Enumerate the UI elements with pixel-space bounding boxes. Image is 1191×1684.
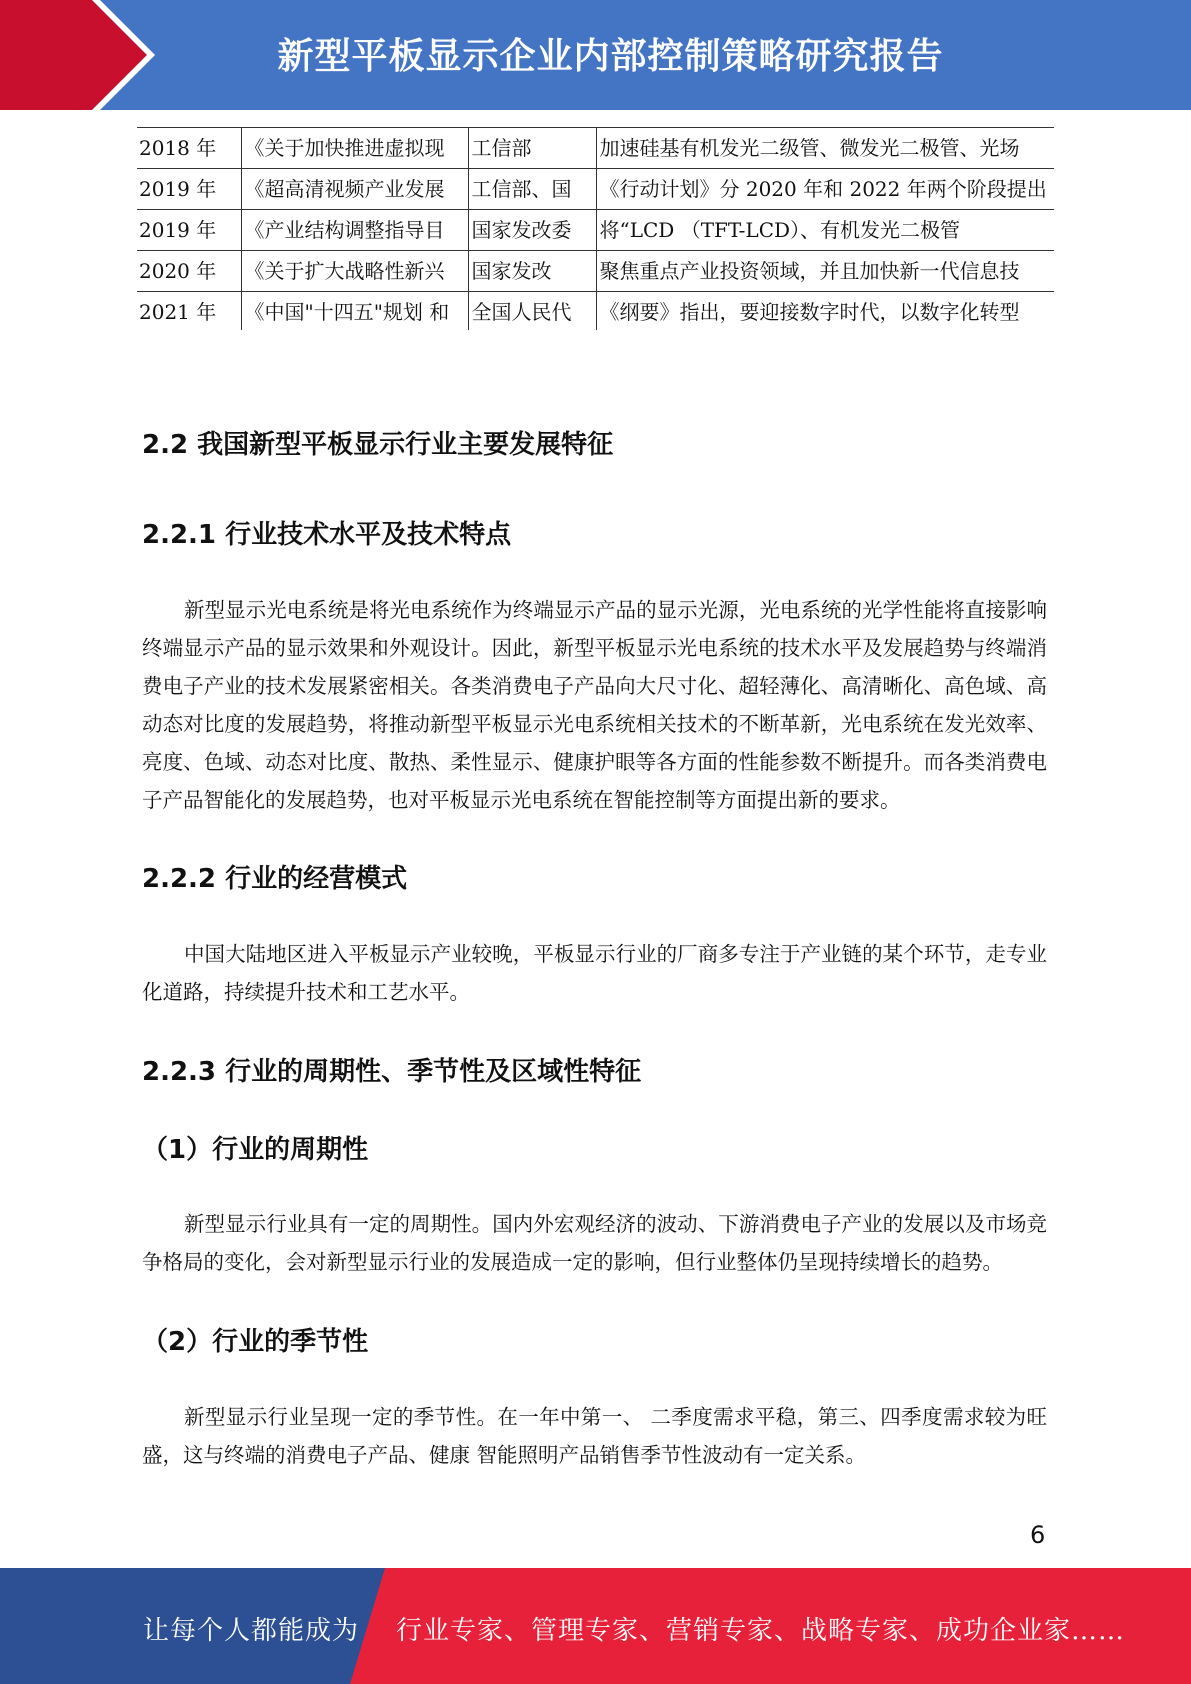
table-cell-dept: 国家发改	[468, 251, 596, 292]
subheading-cyclicality: （1）行业的周期性	[142, 1135, 369, 1165]
table-cell-dept: 工信部	[468, 128, 596, 169]
page-number: 6	[1030, 1521, 1046, 1549]
table-cell-content: 将“LCD （TFT-LCD）、有机发光二极管	[596, 210, 1054, 251]
table-row	[137, 128, 1054, 169]
table-row	[137, 169, 1054, 210]
subheading-seasonality: （2）行业的季节性	[142, 1327, 369, 1357]
table-cell-year: 2019 年	[137, 210, 241, 251]
table-cell-content: 聚焦重点产业投资领域，并且加快新一代信息技	[596, 251, 1054, 292]
section-heading-2-2: 2.2 我国新型平板显示行业主要发展特征	[142, 430, 614, 460]
table-cell-policy: 《中国"十四五"规划 和	[241, 292, 468, 331]
table-cell-year: 2019 年	[137, 169, 241, 210]
table-cell-policy: 《关于加快推进虚拟现	[241, 128, 468, 169]
page-header	[0, 0, 1191, 110]
paragraph-cyclicality: 新型显示行业具有一定的周期性。国内外宏观经济的波动、下游消费电子产业的发展以及市场竞争格局的变化，会对新型显示行业的发展造成一定的影响，但行业整体仍呈现持续增长的趋势。	[142, 1212, 1047, 1274]
table-cell-policy: 《产业结构调整指导目	[241, 210, 468, 251]
paragraph-tech-level: 新型显示光电系统是将光电系统作为终端显示产品的显示光源，光电系统的光学性能将直接影响终端显示产品的显示效果和外观设计。因此，新型平板显示光电系统的技术水平及发展趋势与终端消费电子产业的技术发展紧密相关。各类消费电子产品向大尺寸化、超轻薄化、高清晰化、高色域、高动态对比度的发展趋势，将推动新型平板显示光电系统相关技术的不断革新，光电系统在发光效率、亮度、色域、动态对比度、散热、柔性显示、健康护眼等各方面的性能参数不断提升。而各类消费电子产品智能化的发展趋势，也对平板显示光电系统在智能控制等方面提出新的要求。	[142, 598, 1047, 812]
table-cell-year: 2018 年	[137, 128, 241, 169]
section-heading-2-2-3: 2.2.3 行业的周期性、季节性及区域性特征	[142, 1057, 642, 1087]
section-heading-2-2-2: 2.2.2 行业的经营模式	[142, 864, 408, 894]
report-title: 新型平板显示企业内部控制策略研究报告	[277, 36, 944, 77]
table-cell-content: 加速硅基有机发光二级管、微发光二极管、光场	[596, 128, 1054, 169]
page-footer	[0, 1568, 1191, 1684]
footer-slogan-right: 行业专家、管理专家、营销专家、战略专家、成功企业家……	[396, 1616, 1126, 1646]
table-cell-year: 2020 年	[137, 251, 241, 292]
section-heading-2-2-1: 2.2.1 行业技术水平及技术特点	[142, 520, 512, 550]
table-row	[137, 251, 1054, 292]
footer-slogan-left: 让每个人都能成为	[143, 1616, 360, 1646]
paragraph-business-model: 中国大陆地区进入平板显示产业较晚，平板显示行业的厂商多专注于产业链的某个环节，走专业化道路，持续提升技术和工艺水平。	[142, 942, 1047, 1004]
table-cell-content: 《纲要》指出，要迎接数字时代，以数字化转型	[596, 292, 1054, 331]
table-cell-policy: 《超高清视频产业发展	[241, 169, 468, 210]
table-cell-dept: 工信部、国	[468, 169, 596, 210]
table-cell-content: 《行动计划》分 2020 年和 2022 年两个阶段提出	[596, 169, 1054, 210]
table-cell-policy: 《关于扩大战略性新兴	[241, 251, 468, 292]
table-row	[137, 210, 1054, 251]
paragraph-seasonality: 新型显示行业呈现一定的季节性。在一年中第一、 二季度需求平稳，第三、四季度需求较为旺盛，这与终端的消费电子产品、健康 智能照明产品销售季节性波动有一定关系。	[142, 1405, 1047, 1467]
table-cell-dept: 国家发改委	[468, 210, 596, 251]
policy-table	[137, 127, 1054, 330]
table-cell-dept: 全国人民代	[468, 292, 596, 331]
table-row	[137, 292, 1054, 331]
table-cell-year: 2021 年	[137, 292, 241, 331]
